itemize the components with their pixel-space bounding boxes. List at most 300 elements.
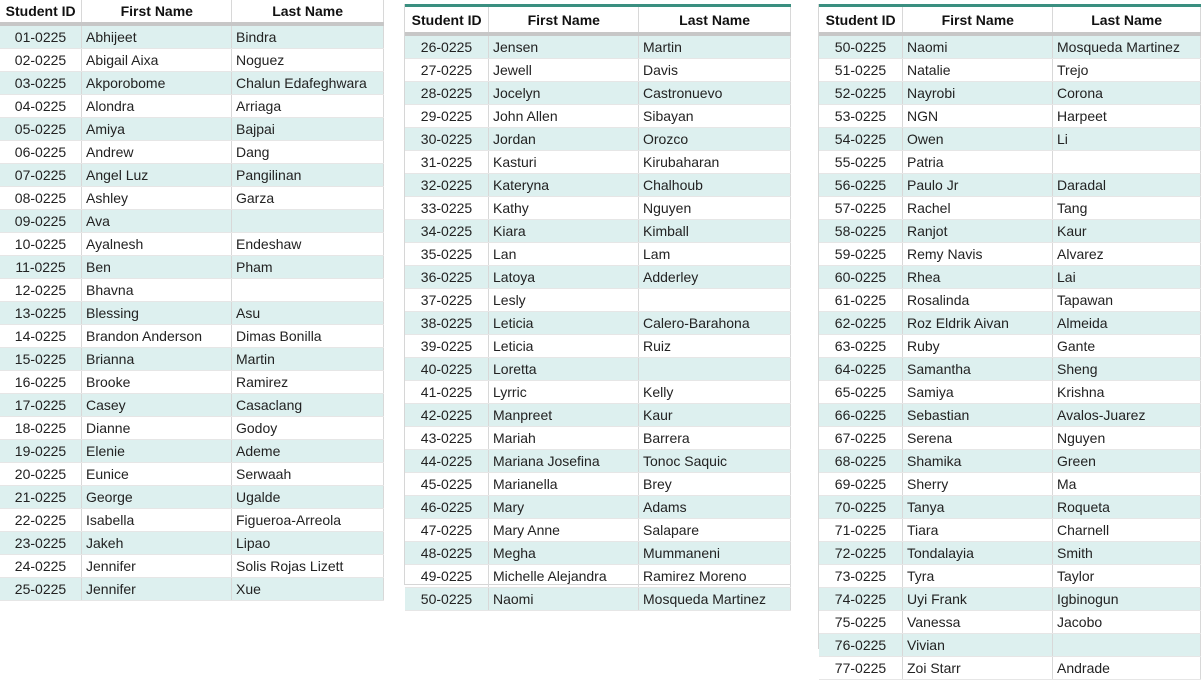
student-id-cell: 46-0225 xyxy=(405,496,489,518)
first-name-cell: Kasturi xyxy=(489,151,639,173)
last-name-cell: Gante xyxy=(1053,335,1201,357)
first-name-cell: Samiya xyxy=(903,381,1053,403)
first-name-cell: Manpreet xyxy=(489,404,639,426)
table-row xyxy=(0,279,384,302)
table-row xyxy=(405,565,791,588)
student-id-header: Student ID xyxy=(0,0,82,22)
student-id-cell: 58-0225 xyxy=(819,220,903,242)
last-name-cell: Kirubaharan xyxy=(639,151,791,173)
first-name-cell: Ben xyxy=(82,256,232,278)
first-name-cell: Abhijeet xyxy=(82,26,232,48)
first-name-header: First Name xyxy=(489,7,639,32)
first-name-cell: Brooke xyxy=(82,371,232,393)
last-name-cell: Mosqueda Martinez xyxy=(1053,36,1201,58)
last-name-cell: Solis Rojas Lizett xyxy=(232,555,384,577)
table-row xyxy=(0,302,384,325)
table-row xyxy=(0,210,384,233)
table-row xyxy=(405,220,791,243)
first-name-cell: Loretta xyxy=(489,358,639,380)
first-name-cell: Mariana Josefina xyxy=(489,450,639,472)
last-name-cell: Dang xyxy=(232,141,384,163)
student-id-cell: 47-0225 xyxy=(405,519,489,541)
first-name-cell: Lyrric xyxy=(489,381,639,403)
table-row xyxy=(819,565,1201,588)
first-name-cell: Leticia xyxy=(489,312,639,334)
first-name-cell: Sebastian xyxy=(903,404,1053,426)
first-name-cell: Alondra xyxy=(82,95,232,117)
table-row xyxy=(405,404,791,427)
table-row xyxy=(0,394,384,417)
table-row xyxy=(819,634,1201,657)
first-name-cell: NGN xyxy=(903,105,1053,127)
table-row xyxy=(819,312,1201,335)
first-name-cell: Andrew xyxy=(82,141,232,163)
first-name-cell: Akporobome xyxy=(82,72,232,94)
last-name-cell: Casaclang xyxy=(232,394,384,416)
last-name-header: Last Name xyxy=(232,0,384,22)
last-name-cell: Godoy xyxy=(232,417,384,439)
last-name-cell: Ramirez Moreno xyxy=(639,565,791,587)
student-id-cell: 65-0225 xyxy=(819,381,903,403)
student-id-cell: 10-0225 xyxy=(0,233,82,255)
table-row xyxy=(405,151,791,174)
last-name-cell: Orozco xyxy=(639,128,791,150)
student-id-cell: 11-0225 xyxy=(0,256,82,278)
last-name-cell: Sheng xyxy=(1053,358,1201,380)
first-name-cell: Tanya xyxy=(903,496,1053,518)
last-name-cell: Tang xyxy=(1053,197,1201,219)
student-id-cell: 38-0225 xyxy=(405,312,489,334)
table-row xyxy=(405,473,791,496)
last-name-cell: Xue xyxy=(232,578,384,600)
last-name-cell: Lai xyxy=(1053,266,1201,288)
table-row xyxy=(819,588,1201,611)
last-name-cell: Green xyxy=(1053,450,1201,472)
first-name-cell: Isabella xyxy=(82,509,232,531)
table-row xyxy=(0,463,384,486)
student-id-cell: 49-0225 xyxy=(405,565,489,587)
table-row xyxy=(0,141,384,164)
student-id-cell: 28-0225 xyxy=(405,82,489,104)
student-id-cell: 50-0225 xyxy=(405,588,489,610)
student-id-cell: 21-0225 xyxy=(0,486,82,508)
table-row xyxy=(819,496,1201,519)
table-row xyxy=(405,335,791,358)
first-name-cell: Mariah xyxy=(489,427,639,449)
last-name-cell: Kaur xyxy=(639,404,791,426)
first-name-cell: Vivian xyxy=(903,634,1053,656)
table-row xyxy=(405,36,791,59)
table-header xyxy=(0,0,384,26)
last-name-cell: Adams xyxy=(639,496,791,518)
first-name-cell: Jensen xyxy=(489,36,639,58)
first-name-cell: Casey xyxy=(82,394,232,416)
student-id-cell: 17-0225 xyxy=(0,394,82,416)
first-name-cell: Amiya xyxy=(82,118,232,140)
student-id-cell: 52-0225 xyxy=(819,82,903,104)
student-id-cell: 22-0225 xyxy=(0,509,82,531)
student-id-cell: 25-0225 xyxy=(0,578,82,600)
first-name-cell: Naomi xyxy=(489,588,639,610)
first-name-cell: Ashley xyxy=(82,187,232,209)
student-id-cell: 02-0225 xyxy=(0,49,82,71)
first-name-cell: Natalie xyxy=(903,59,1053,81)
first-name-cell: Jordan xyxy=(489,128,639,150)
student-id-cell: 59-0225 xyxy=(819,243,903,265)
last-name-cell: Tapawan xyxy=(1053,289,1201,311)
student-id-cell: 08-0225 xyxy=(0,187,82,209)
student-id-cell: 73-0225 xyxy=(819,565,903,587)
first-name-cell: Tyra xyxy=(903,565,1053,587)
first-name-cell: Naomi xyxy=(903,36,1053,58)
last-name-cell: Ruiz xyxy=(639,335,791,357)
last-name-cell: Ma xyxy=(1053,473,1201,495)
last-name-cell: Taylor xyxy=(1053,565,1201,587)
last-name-cell: Brey xyxy=(639,473,791,495)
table-row xyxy=(819,289,1201,312)
student-id-cell: 48-0225 xyxy=(405,542,489,564)
student-id-cell: 05-0225 xyxy=(0,118,82,140)
student-id-cell: 63-0225 xyxy=(819,335,903,357)
first-name-cell: Mary xyxy=(489,496,639,518)
student-id-cell: 09-0225 xyxy=(0,210,82,232)
first-name-cell: Jennifer xyxy=(82,555,232,577)
table-row xyxy=(0,26,384,49)
first-name-cell: Michelle Alejandra xyxy=(489,565,639,587)
first-name-cell: Brianna xyxy=(82,348,232,370)
last-name-cell: Chalun Edafeghwara xyxy=(232,72,384,94)
last-name-cell xyxy=(232,210,384,232)
table-row xyxy=(405,82,791,105)
student-id-cell: 42-0225 xyxy=(405,404,489,426)
first-name-cell: Lesly xyxy=(489,289,639,311)
table-row xyxy=(0,118,384,141)
last-name-cell: Sibayan xyxy=(639,105,791,127)
table-row xyxy=(819,243,1201,266)
table-row xyxy=(819,542,1201,565)
last-name-cell: Adderley xyxy=(639,266,791,288)
last-name-cell: Nguyen xyxy=(639,197,791,219)
table-row xyxy=(0,440,384,463)
table-row xyxy=(0,371,384,394)
table-row xyxy=(819,427,1201,450)
roster-table-2 xyxy=(404,4,791,607)
first-name-cell: Latoya xyxy=(489,266,639,288)
last-name-cell: Nguyen xyxy=(1053,427,1201,449)
table-row xyxy=(819,220,1201,243)
last-name-cell: Serwaah xyxy=(232,463,384,485)
student-id-cell: 34-0225 xyxy=(405,220,489,242)
table-row xyxy=(819,128,1201,151)
first-name-cell: Tondalayia xyxy=(903,542,1053,564)
table-row xyxy=(819,105,1201,128)
first-name-cell: Dianne xyxy=(82,417,232,439)
first-name-cell: Jakeh xyxy=(82,532,232,554)
last-name-cell: Smith xyxy=(1053,542,1201,564)
table-header xyxy=(819,7,1201,36)
last-name-cell: Kimball xyxy=(639,220,791,242)
first-name-cell: Ava xyxy=(82,210,232,232)
student-id-cell: 69-0225 xyxy=(819,473,903,495)
last-name-cell: Martin xyxy=(232,348,384,370)
table-row xyxy=(0,348,384,371)
first-name-cell: Kathy xyxy=(489,197,639,219)
first-name-cell: Kateryna xyxy=(489,174,639,196)
first-name-cell: Shamika xyxy=(903,450,1053,472)
first-name-cell: Angel Luz xyxy=(82,164,232,186)
first-name-cell: Rachel xyxy=(903,197,1053,219)
first-name-cell: Rosalinda xyxy=(903,289,1053,311)
last-name-cell: Dimas Bonilla xyxy=(232,325,384,347)
table-row xyxy=(405,450,791,473)
student-id-cell: 44-0225 xyxy=(405,450,489,472)
student-id-cell: 53-0225 xyxy=(819,105,903,127)
last-name-cell: Andrade xyxy=(1053,657,1201,679)
last-name-cell: Asu xyxy=(232,302,384,324)
first-name-cell: Mary Anne xyxy=(489,519,639,541)
student-id-cell: 39-0225 xyxy=(405,335,489,357)
first-name-cell: Owen xyxy=(903,128,1053,150)
student-id-cell: 55-0225 xyxy=(819,151,903,173)
first-name-cell: Bhavna xyxy=(82,279,232,301)
last-name-cell: Tonoc Saquic xyxy=(639,450,791,472)
table-row xyxy=(819,450,1201,473)
last-name-cell: Igbinogun xyxy=(1053,588,1201,610)
first-name-cell: Tiara xyxy=(903,519,1053,541)
table-row xyxy=(405,358,791,381)
table-row xyxy=(405,289,791,312)
student-id-cell: 31-0225 xyxy=(405,151,489,173)
last-name-cell: Daradal xyxy=(1053,174,1201,196)
student-id-cell: 70-0225 xyxy=(819,496,903,518)
table-row xyxy=(819,36,1201,59)
student-id-cell: 61-0225 xyxy=(819,289,903,311)
first-name-header: First Name xyxy=(903,7,1053,32)
table-body xyxy=(0,26,384,601)
student-id-cell: 26-0225 xyxy=(405,36,489,58)
last-name-cell: Kelly xyxy=(639,381,791,403)
table-row xyxy=(405,105,791,128)
last-name-cell: Chalhoub xyxy=(639,174,791,196)
student-id-cell: 33-0225 xyxy=(405,197,489,219)
first-name-cell: Elenie xyxy=(82,440,232,462)
first-name-cell: John Allen xyxy=(489,105,639,127)
table-row xyxy=(405,496,791,519)
table-row xyxy=(819,59,1201,82)
table-row xyxy=(405,588,791,611)
first-name-cell: Marianella xyxy=(489,473,639,495)
student-id-cell: 67-0225 xyxy=(819,427,903,449)
student-id-cell: 06-0225 xyxy=(0,141,82,163)
last-name-cell: Jacobo xyxy=(1053,611,1201,633)
first-name-cell: Rhea xyxy=(903,266,1053,288)
student-id-cell: 77-0225 xyxy=(819,657,903,679)
first-name-header: First Name xyxy=(82,0,232,22)
last-name-cell: Lipao xyxy=(232,532,384,554)
roster-table-1 xyxy=(0,0,384,597)
table-row xyxy=(405,197,791,220)
student-id-header: Student ID xyxy=(405,7,489,32)
first-name-cell: Leticia xyxy=(489,335,639,357)
last-name-cell: Ramirez xyxy=(232,371,384,393)
last-name-cell: Martin xyxy=(639,36,791,58)
last-name-cell: Corona xyxy=(1053,82,1201,104)
last-name-cell: Endeshaw xyxy=(232,233,384,255)
last-name-cell: Kaur xyxy=(1053,220,1201,242)
last-name-cell: Charnell xyxy=(1053,519,1201,541)
first-name-cell: Lan xyxy=(489,243,639,265)
last-name-cell xyxy=(639,289,791,311)
last-name-cell: Pham xyxy=(232,256,384,278)
last-name-cell xyxy=(639,358,791,380)
last-name-cell: Trejo xyxy=(1053,59,1201,81)
first-name-cell: Megha xyxy=(489,542,639,564)
table-row xyxy=(0,578,384,601)
table-row xyxy=(819,151,1201,174)
first-name-cell: Patria xyxy=(903,151,1053,173)
student-id-cell: 40-0225 xyxy=(405,358,489,380)
last-name-cell: Krishna xyxy=(1053,381,1201,403)
student-id-cell: 13-0225 xyxy=(0,302,82,324)
first-name-cell: Ruby xyxy=(903,335,1053,357)
student-id-cell: 27-0225 xyxy=(405,59,489,81)
student-id-cell: 64-0225 xyxy=(819,358,903,380)
student-id-cell: 62-0225 xyxy=(819,312,903,334)
student-id-cell: 45-0225 xyxy=(405,473,489,495)
table-row xyxy=(0,95,384,118)
student-id-cell: 41-0225 xyxy=(405,381,489,403)
first-name-cell: Zoi Starr xyxy=(903,657,1053,679)
table-row xyxy=(405,59,791,82)
last-name-cell xyxy=(1053,151,1201,173)
last-name-cell: Bindra xyxy=(232,26,384,48)
table-row xyxy=(819,519,1201,542)
first-name-cell: Ayalnesh xyxy=(82,233,232,255)
last-name-cell: Ugalde xyxy=(232,486,384,508)
table-row xyxy=(0,555,384,578)
last-name-cell: Bajpai xyxy=(232,118,384,140)
student-id-cell: 23-0225 xyxy=(0,532,82,554)
student-id-cell: 14-0225 xyxy=(0,325,82,347)
table-row xyxy=(0,187,384,210)
first-name-cell: Jennifer xyxy=(82,578,232,600)
first-name-cell: Serena xyxy=(903,427,1053,449)
table-row xyxy=(405,266,791,289)
first-name-cell: Nayrobi xyxy=(903,82,1053,104)
table-header xyxy=(405,7,791,36)
table-row xyxy=(819,381,1201,404)
first-name-cell: Sherry xyxy=(903,473,1053,495)
table-row xyxy=(0,325,384,348)
first-name-cell: Eunice xyxy=(82,463,232,485)
student-id-cell: 36-0225 xyxy=(405,266,489,288)
student-id-cell: 15-0225 xyxy=(0,348,82,370)
table-row xyxy=(819,174,1201,197)
first-name-cell: Roz Eldrik Aivan xyxy=(903,312,1053,334)
student-id-cell: 43-0225 xyxy=(405,427,489,449)
table-row xyxy=(0,417,384,440)
student-id-cell: 66-0225 xyxy=(819,404,903,426)
student-id-cell: 54-0225 xyxy=(819,128,903,150)
last-name-cell: Barrera xyxy=(639,427,791,449)
first-name-cell: Blessing xyxy=(82,302,232,324)
last-name-cell: Alvarez xyxy=(1053,243,1201,265)
table-row xyxy=(819,82,1201,105)
table-row xyxy=(405,243,791,266)
last-name-header: Last Name xyxy=(1053,7,1201,32)
table-row xyxy=(0,49,384,72)
student-id-cell: 50-0225 xyxy=(819,36,903,58)
student-id-cell: 75-0225 xyxy=(819,611,903,633)
last-name-cell: Arriaga xyxy=(232,95,384,117)
first-name-cell: Vanessa xyxy=(903,611,1053,633)
last-name-cell: Calero-Barahona xyxy=(639,312,791,334)
table-row xyxy=(819,404,1201,427)
last-name-cell: Noguez xyxy=(232,49,384,71)
student-id-cell: 16-0225 xyxy=(0,371,82,393)
roster-table-3 xyxy=(818,4,1201,676)
first-name-cell: Kiara xyxy=(489,220,639,242)
last-name-cell: Salapare xyxy=(639,519,791,541)
student-id-cell: 68-0225 xyxy=(819,450,903,472)
student-id-cell: 71-0225 xyxy=(819,519,903,541)
table-row xyxy=(819,197,1201,220)
first-name-cell: Uyi Frank xyxy=(903,588,1053,610)
last-name-cell xyxy=(1053,634,1201,656)
first-name-cell: Brandon Anderson xyxy=(82,325,232,347)
last-name-cell: Harpeet xyxy=(1053,105,1201,127)
last-name-cell: Lam xyxy=(639,243,791,265)
first-name-cell: Paulo Jr xyxy=(903,174,1053,196)
first-name-cell: Ranjot xyxy=(903,220,1053,242)
last-name-cell: Pangilinan xyxy=(232,164,384,186)
first-name-cell: Samantha xyxy=(903,358,1053,380)
last-name-cell: Davis xyxy=(639,59,791,81)
table-row xyxy=(405,519,791,542)
student-id-cell: 76-0225 xyxy=(819,634,903,656)
table-row xyxy=(819,266,1201,289)
first-name-cell: George xyxy=(82,486,232,508)
student-id-header: Student ID xyxy=(819,7,903,32)
student-id-cell: 29-0225 xyxy=(405,105,489,127)
student-id-cell: 57-0225 xyxy=(819,197,903,219)
table-body xyxy=(405,36,791,611)
last-name-cell: Roqueta xyxy=(1053,496,1201,518)
last-name-cell: Mummaneni xyxy=(639,542,791,564)
last-name-cell: Ademe xyxy=(232,440,384,462)
last-name-cell: Mosqueda Martinez xyxy=(639,588,791,610)
last-name-cell: Garza xyxy=(232,187,384,209)
table-row xyxy=(405,174,791,197)
table-row xyxy=(405,381,791,404)
table-row xyxy=(819,473,1201,496)
student-id-cell: 37-0225 xyxy=(405,289,489,311)
table-row xyxy=(0,532,384,555)
table-row xyxy=(0,233,384,256)
student-id-cell: 19-0225 xyxy=(0,440,82,462)
table-row xyxy=(405,427,791,450)
last-name-cell: Avalos-Juarez xyxy=(1053,404,1201,426)
table-row xyxy=(0,486,384,509)
student-id-cell: 07-0225 xyxy=(0,164,82,186)
last-name-cell: Figueroa-Arreola xyxy=(232,509,384,531)
first-name-cell: Jewell xyxy=(489,59,639,81)
first-name-cell: Remy Navis xyxy=(903,243,1053,265)
first-name-cell: Abigail Aixa xyxy=(82,49,232,71)
last-name-cell xyxy=(232,279,384,301)
student-id-cell: 12-0225 xyxy=(0,279,82,301)
student-id-cell: 04-0225 xyxy=(0,95,82,117)
